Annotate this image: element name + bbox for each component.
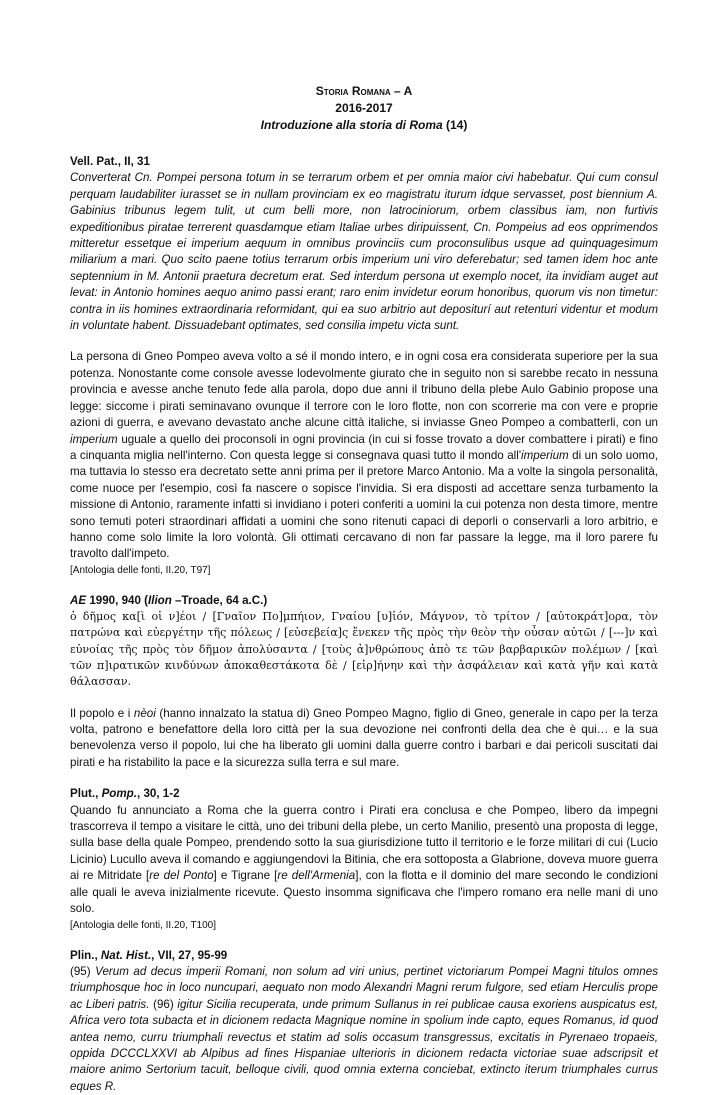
- course-title: [70, 83, 658, 100]
- italic-term: nèoi: [133, 706, 156, 720]
- source-work: Pomp.: [101, 787, 137, 801]
- source-heading: Vell. Pat., II, 31: [70, 155, 150, 168]
- anthology-citation: [Antologia delle fonti, II.20, T97]: [70, 564, 211, 576]
- translation-part: Quando fu annunciato a Roma che la guerra contro i Pirati era conclusa e che Pompeo, libero da impegni trascorreva il tempo a visitare le città, uno dei tribuni della plebe, un certo Manilio, presentò una proposta di legge, sulla base della quale Pompeo, prendendo sotto la sua giurisdizione tutto il territorio e le forze militari di cui (Lucio Licinio) Lucullo aveva il comando e aggiungendovi la Bitinia, che era sottoposta a Glabrione, doveva muore guerra ai re Mitridate [: [70, 803, 658, 883]
- source-place: Ilion: [148, 593, 172, 607]
- source-heading: [70, 948, 658, 964]
- section-pliny: [70, 948, 658, 1095]
- italic-term: imperium: [521, 448, 569, 462]
- paragraph-number: (96): [149, 997, 178, 1011]
- source-author: Plut.,: [70, 787, 102, 801]
- source-ref: 1990, 940 (: [86, 593, 148, 607]
- translation-part: (hanno innalzato la statua di) Gneo Pompeo Magno, figlio di Gneo, generale in capo per la terza volta, patrono e benefattore della loro città per la sua devozione nei confronti della dea che è qui… e la sua benevolenza verso il popolo, lui che ha liberato gli uomini dalla guerre contro i barbari e dai pericoli suscitati dai pirati e ha ristabilito la pace e la sicurezza sulla terra e sul mare.: [70, 706, 658, 769]
- greek-text: ὁ δῆμος κα[ὶ οἱ ν]έοι / [Γναῖον Πο]μπήιον, Γναίου [υ]ἱόν, Μάγνον, τὸ τρίτον / [αὐτοκράτ]ορα, τὸν πατρώνα καὶ εὐεργέτην τῆς πόλεως / [εὐσεβεία]ς ἕνεκεν τῆς πρὸς τὴν θεὸν τὴν οὖσαν αὐτῶι / [---]ν καὶ εὐνοίας τῆς πρὸς τὸν δῆμον ἀπολύσαντα / [τοὺς ἀ]νθρώπους ἀπὸ τε τῶν βαρβαρικῶν πολέμων / [καὶ τῶν π]ιρατικῶν κινδύνων ἀποκαθεστάκοτα δὲ / [εἰρ]ήνην καὶ τὴν ἀσφάλειαν καὶ κατὰ γῆν καὶ κατὰ θάλασσαν.: [70, 610, 658, 689]
- italic-term: re del Ponto: [149, 869, 214, 883]
- translation-part: ], con la flotta e il dominio del mare secondo le condizioni alle quali le aveva inizialmente ricevute. Questo insomma significava che l'impero romano era nelle mani di uno solo.: [70, 869, 658, 916]
- title-block: [70, 83, 658, 134]
- section-plutarch: [70, 786, 658, 932]
- source-abbrev: AE: [70, 593, 87, 607]
- source-heading: [70, 786, 658, 802]
- anthology-citation: [Antologia delle fonti, II.20, T100]: [70, 919, 217, 931]
- section-inscription: [70, 593, 658, 772]
- translation-part: ] e Tigrane [: [213, 869, 278, 883]
- latin-passage: Verum ad decus imperii Romani, non solum ad viri unius, pertinet victoriarum Pompei Magni titulos omnes triumphosque hoc in loco nuncupari, aequato non modo Alexandri Magni rerum fulgore, sed etiam Herculis prope ac Liberi patris.: [70, 964, 658, 1011]
- italic-term: imperium: [70, 432, 118, 446]
- source-ref: , VII, 27, 95-99: [151, 948, 228, 962]
- course-name: Storia Romana – A: [315, 84, 413, 98]
- latin-passage: igitur Sicilia recuperata, unde primum Sullanus in rei publicae causa exoriens auspicatus est, Africa vero tota subacta et in dicionem redacta Magnique nomine in spolium inde capto, eques Romanus, id quod antea nemo, curru triumphali revectus et statim ad solis occasum transgressus, excitatis in Pyrenaeo tropaeis, oppida DCCCLXXVI ab Alpibus ad fines Hispaniae ulterioris in dicionem redacta victoriae suae adscripsit et maiore animo Sertorium tacuit, belloque civili, quod omnia externa conciebat, extincto iterum triumphales currus eques R.: [70, 997, 659, 1093]
- paragraph-number: (95): [70, 964, 96, 978]
- source-ref: , 30, 1-2: [137, 787, 180, 801]
- italic-term: re dell'Armenia: [277, 869, 356, 883]
- italian-translation: [70, 706, 658, 772]
- translation-part: uguale a quello dei proconsoli in ogni provincia (in cui si fosse trovato a dover combattere i pirati) e fino a cinquanta miglia nell'interno. Con questa legge si consegnava quasi tutto il mondo all': [70, 432, 658, 462]
- source-heading: [70, 593, 658, 609]
- source-author: Plin.,: [70, 948, 101, 962]
- source-date: –Troade, 64 a.C.): [171, 593, 268, 607]
- italian-translation: [70, 349, 658, 562]
- academic-year: 2016-2017: [335, 101, 393, 115]
- italian-translation: [70, 803, 658, 918]
- section-velleius: [70, 154, 658, 578]
- lecture-number: (14): [442, 118, 468, 132]
- lecture-title-text: Introduzione alla storia di Roma: [260, 118, 443, 132]
- translation-part: La persona di Gneo Pompeo aveva volto a sé il mondo intero, e in ogni cosa era considerata superiore per la sua potenza. Nonostante come console avesse lodevolmente giurato che in seguito non si sarebbe recato in nessuna provincia e avesse anche tenuto fede alla parola, dopo due anni il tribuno della plebe Aulo Gabinio propose una legge: siccome i pirati seminavano ovunque il terrore con le loro flotte, non con scorrerie ma con vere e proprie azioni di guerra, e avevano devastato anche alcune città italiche, si inviasse Gneo Pompeo a combatterli, con un: [70, 350, 658, 430]
- translation-part: Il popolo e i: [70, 706, 134, 720]
- source-work: Nat. Hist.: [100, 948, 152, 962]
- latin-text: Converterat Cn. Pompei persona totum in se terrarum orbem et per omnia maior civi habebatur. Qui cum consul perquam laudabiliter iurasset se in nullam provinciam ex eo magistratu iturum idque servasset, post biennium A. Gabinius tribunus legem tulit, ut cum belli more, non latrociniorum, orbem classibus iam, non furtivis expeditionibus piratae terrerent quasdamque etiam Italiae urbes diripuissent, Cn. Pompeius ad eos opprimendos mitteretur essetque ei imperium aequum in omnibus provinciis cum proconsulibus usque ad quinquagesimum miliarium a mari. Quo scito paene totius terrarum orbis imperium uni viro deferebatur; sed tamen idem hoc ante septennium in M. Antonii praetura decretum erat. Sed interdum persona ut exemplo nocet, ita invidiam auget aut levat: in Antonio homines aequo animo passi erant; raro enim invidetur eorum honoribus, quorum vis non timetur: contra in iis homines extraordinaria reformidant, qui ea suo arbitrio aut depositurí aut retenturi videntur et modum in voluntate habent. Dissuadebant optimates, sed consilia impetu victa sunt.: [70, 171, 658, 333]
- translation-part: di un solo uomo, ma tuttavia lo stesso era decretato sette anni prima per il pretore Marco Antonio. Ma a volte la singola personalità, come nuoce per l'esempio, così fa nascere o sopisce l'invidia. Si era disposti ad accettare senza turbamento la missione di Antonio, raramente infatti si invidiano i poteri conferiti a uomini la cui potenza non desta timore, mentre sono temuti poteri straordinari affidati a uomini che sono ritenuti capaci di deporli o conservarli a loro arbitrio, e hanno come solo limite la loro volontà. Gli ottimati cercavano di non far passare la legge, ma il loro parere fu travolto dall'impeto.: [70, 448, 658, 561]
- lecture-title: [70, 117, 658, 134]
- latin-text: [70, 964, 658, 1095]
